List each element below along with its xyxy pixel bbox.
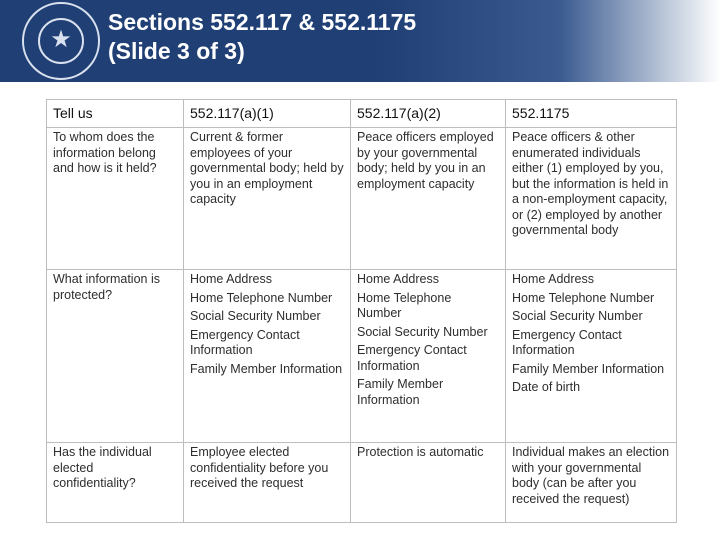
row-question: Has the individual elected confidentiality? [47, 443, 184, 523]
column-header-552-117-a1: 552.117(a)(1) [184, 100, 351, 128]
table-header-row [47, 100, 677, 128]
attorney-general-seal-icon [22, 2, 100, 80]
seal-inner-ring [38, 18, 84, 64]
star-icon: ★ [50, 26, 72, 53]
slide-title [108, 8, 416, 66]
list-item: Family Member Information [190, 361, 343, 376]
list-item: Emergency Contact Information [357, 343, 467, 373]
cell-552-117-a2: Peace officers employed by your governmental body; held by you in an employment capacity [351, 128, 506, 270]
slide-header [0, 0, 720, 82]
cell-552-1175 [506, 270, 677, 443]
list-item: Family Member Information [357, 377, 444, 407]
list-item: Emergency Contact Information [512, 327, 622, 357]
list-item: Home Address [512, 272, 594, 286]
table-row [47, 270, 677, 443]
table-row [47, 443, 677, 523]
cell-552-117-a1 [184, 270, 351, 443]
cell-552-1175: Peace officers & other enumerated individuals either (1) employed by you, but the information is held in a non-employment capacity, or (2) employed by another governmental body [506, 128, 677, 270]
table-row [47, 128, 677, 270]
cell-552-117-a1: Employee elected confidentiality before you received the request [184, 443, 351, 523]
list-item: Home Telephone Number [512, 290, 655, 305]
list-item: Home Telephone Number [357, 290, 452, 320]
list-item: Social Security Number [190, 309, 321, 323]
list-item: Home Address [190, 272, 272, 286]
cell-552-117-a1: Current & former employees of your governmental body; held by you in an employment capacity [184, 128, 351, 270]
list-item: Social Security Number [357, 324, 488, 339]
column-header-552-1175: 552.1175 [506, 100, 677, 128]
row-question: What information is protected? [47, 270, 184, 443]
title-line-2: (Slide 3 of 3) [108, 38, 245, 64]
list-item: Date of birth [512, 380, 581, 394]
column-header-tell-us: Tell us [47, 100, 184, 128]
list-item: Family Member Information [512, 361, 665, 376]
list-item: Emergency Contact Information [190, 327, 300, 357]
cell-552-117-a2 [351, 270, 506, 443]
list-item: Home Telephone Number [190, 290, 333, 305]
list-item: Social Security Number [512, 309, 643, 323]
list-item: Home Address [357, 272, 439, 286]
cell-552-1175: Individual makes an election with your governmental body (can be after you received the request) [506, 443, 677, 523]
title-line-1: Sections 552.117 & 552.1175 [108, 9, 417, 35]
column-header-552-117-a2: 552.117(a)(2) [351, 100, 506, 128]
row-question: To whom does the information belong and how is it held? [47, 128, 184, 270]
comparison-table [46, 99, 677, 523]
cell-552-117-a2: Protection is automatic [351, 443, 506, 523]
